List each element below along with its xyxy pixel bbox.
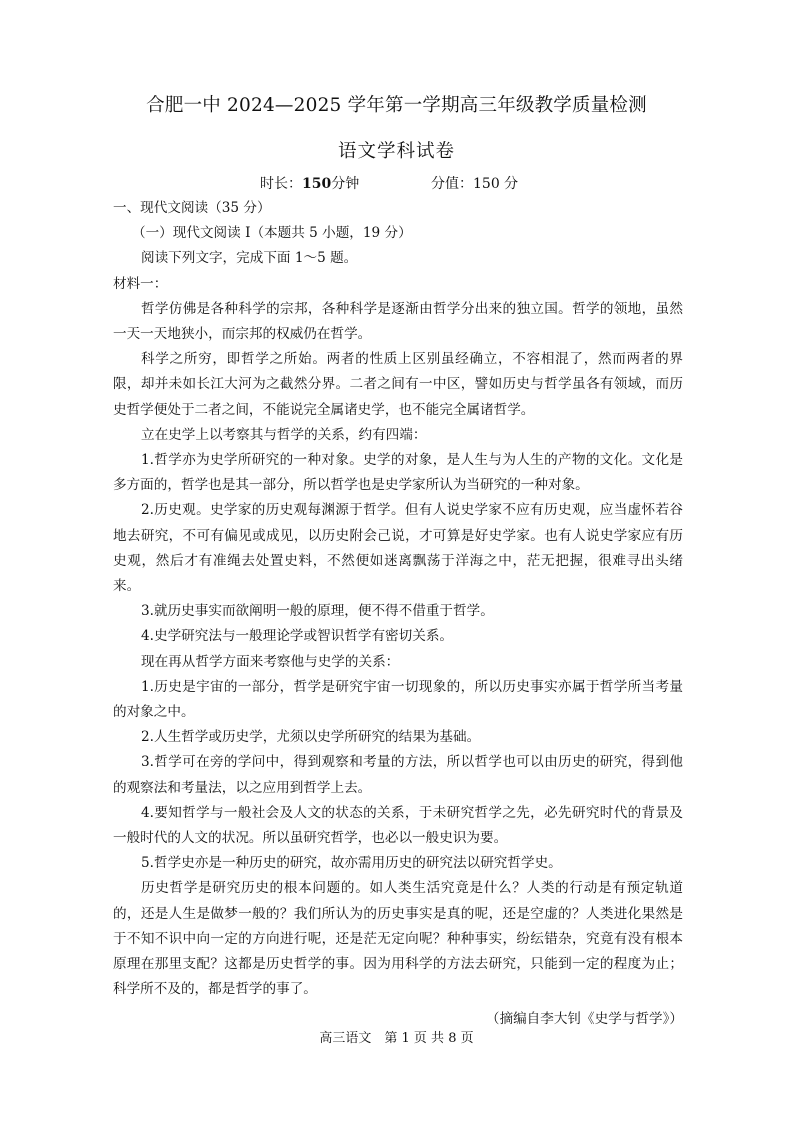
exam-subject-title: 语文学科试卷 [337, 141, 455, 162]
paragraph: 2.历史观。史学家的历史观每渊源于哲学。但有人说史学家不应有历史观，应当虚怀若谷地去研究，不可有偏见或成见，以历史附会己说，才可算是好史学家。也有人说史学家应有历史观，然后才有准绳去处置史料，不然便如迷离飘荡于洋海之中，茫无把握，很难寻出头绪来。 [113, 502, 683, 595]
paragraph: 1.哲学亦为史学所研究的一种对象。史学的对象，是人生与为人生的产物的文化。文化是多方面的，哲学也是其一部分，所以哲学也是史学家所认为当研究的一种对象。 [113, 452, 683, 494]
section-heading: 一、现代文阅读（35 分） [113, 200, 271, 216]
paragraph: 4.要知哲学与一般社会及人文的状态的关系，于未研究哲学之先，必先研究时代的背景及一般时代的人文的状况。所以虽研究哲学，也必以一般史识为要。 [113, 804, 683, 847]
paragraph: 现在再从哲学方面来考察他与史学的关系： [141, 653, 400, 670]
paragraph: 科学之所穷，即哲学之所始。两者的性质上区别虽经确立，不容相混了，然而两者的界限，却并未如长江大河为之截然分界。二者之间有一中区，譬如历史与哲学虽各有领域，而历史哲学便处于二者之间，不能说完全属诸史学，也不能完全属诸哲学。 [113, 351, 683, 418]
paragraph: 哲学仿佛是各种科学的宗邦，各种科学是逐渐由哲学分出来的独立国。哲学的领地，虽然一天一天地狭小，而宗邦的权威仍在哲学。 [113, 300, 683, 343]
exam-total-score: 分值：150 分 [431, 176, 519, 192]
duration-unit: 分钟 [331, 176, 360, 192]
paragraph: 3.哲学可在旁的学问中，得到观察和考量的方法，所以哲学也可以由历史的研究，得到他的观察法和考量法，以之应用到哲学上去。 [113, 754, 683, 796]
paragraph: 2.人生哲学或历史学，尤须以史学所研究的结果为基础。 [141, 729, 481, 746]
paragraph: 立在史学上以考察其与哲学的关系，约有四端： [141, 426, 427, 443]
paragraph: 历史哲学是研究历史的根本问题的。如人类生活究竟是什么？人类的行动是有预定轨道的，还是人生是做梦一般的？我们所认为的历史事实是真的呢，还是空虚的？人类进化果然是于不知不识中向一定的方向进行呢，还是茫无定向呢？种种事实，纷纭错杂，究竟有没有根本原理在那里支配？这都是历史哲学的事。因为用科学的方法去研究，只能到一定的程度为止；科学所不及的，都是哲学的事了。 [113, 880, 683, 998]
material-label: 材料一： [113, 275, 168, 292]
duration-label: 时长： [260, 176, 302, 192]
paragraph: 4.史学研究法与一般理论学或智识哲学有密切关系。 [141, 628, 454, 645]
exam-duration [260, 174, 359, 194]
exam-main-title: 合肥一中 2024—2025 学年第一学期高三年级教学质量检测 [146, 95, 647, 116]
reading-instruction: 阅读下列文字，完成下面 1～5 题。 [141, 250, 358, 267]
paragraph: 5.哲学史亦是一种历史的研究，故亦需用历史的研究法以研究哲学史。 [141, 855, 562, 872]
duration-value: 150 [302, 176, 332, 192]
source-attribution: （摘编自李大钊《史学与哲学》） [485, 1010, 683, 1027]
paragraph: 1.历史是宇宙的一部分，哲学是研究宇宙一切现象的，所以历史事实亦属于哲学所当考量的对象之中。 [113, 678, 683, 721]
page-footer: 高三语文 第 1 页 共 8 页 [319, 1031, 474, 1046]
paragraph: 3.就历史事实而欲阐明一般的原理，便不得不借重于哲学。 [141, 603, 494, 620]
reading-section [113, 196, 683, 1032]
subsection-heading: （一）现代文阅读 I（本题共 5 小题，19 分） [132, 225, 412, 242]
